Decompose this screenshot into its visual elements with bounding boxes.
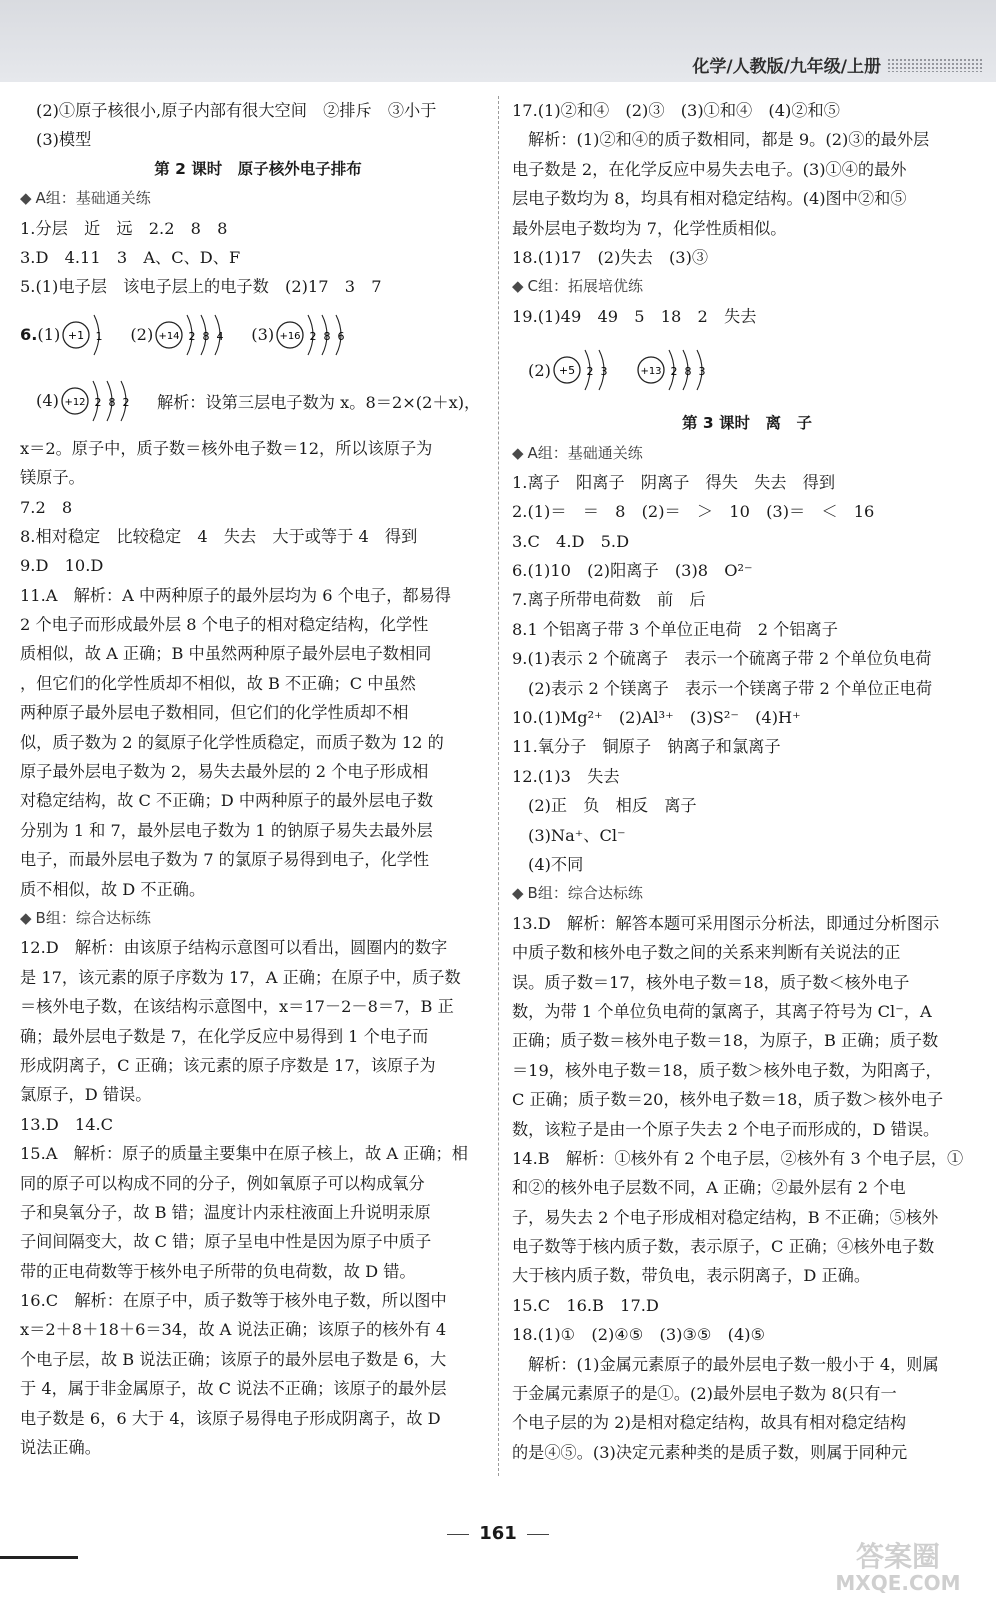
text-line: 电子数是 6，6 大于 4，该原子易得电子形成阴离子，故 D	[20, 1408, 441, 1428]
text-line: 解析：(1)金属元素原子的最外层电子数一般小于 4，则属	[528, 1354, 939, 1374]
group-heading: ◆ A组：基础通关练	[20, 189, 151, 208]
text-line: 最外层电子数均为 7，化学性质相似。	[512, 218, 787, 238]
diamond-icon: ◆	[512, 884, 524, 903]
text-line: 质相似，故 A 正确；B 中虽然两种原子最外层电子数相同	[20, 644, 432, 664]
text-line: 解析：(1)②和④的质子数相同，都是 9。(2)③的最外层	[528, 130, 930, 150]
text-line: 18.(1)① (2)④⑤ (3)③⑤ (4)⑤	[512, 1325, 766, 1345]
text-line: (3)Na⁺、Cl⁻	[528, 825, 626, 845]
text-line: C 正确；质子数＝20，核外电子数＝18，质子数＞核外电子	[512, 1090, 944, 1110]
text-line: x＝2＋8＋18＋6＝34，故 A 说法正确；该原子的核外有 4	[20, 1320, 447, 1340]
text-line: (2)正 负 相反 离子	[528, 796, 697, 816]
atom-structure-diagram	[60, 307, 122, 363]
footer-bar	[0, 1556, 78, 1559]
lesson-title: 第 3 课时 离 子	[681, 414, 813, 433]
text-line: 子和臭氧分子，故 B 错；温度计内汞柱液面上升说明汞原	[20, 1202, 431, 1222]
nucleus-charge: +1	[68, 328, 85, 342]
text-line: 11.A 解析：A 中两种原子的最外层均为 6 个电子，都易得	[20, 585, 451, 605]
atom-structure-diagram	[153, 307, 243, 363]
text-line: 17.(1)②和④ (2)③ (3)①和④ (4)②和⑤	[512, 101, 840, 120]
text-line: 误。质子数＝17，核外电子数＝18，质子数＜核外电子	[512, 972, 910, 992]
group-heading: ◆ B组：综合达标练	[512, 884, 643, 903]
text-line: 对稳定结构，故 C 不正确；D 中两种原子的最外层电子数	[20, 791, 434, 811]
text-line: 8.相对稳定 比较稳定 4 失去 大于或等于 4 得到	[20, 526, 418, 546]
text-line: ，但它们的化学性质却不相似，故 B 不正确；C 中虽然	[20, 673, 416, 693]
nucleus-charge: +14	[158, 330, 180, 342]
text-line: 15.A 解析：原子的质量主要集中在原子核上，故 A 正确；相	[20, 1144, 468, 1164]
text-line: (4)不同	[528, 854, 584, 874]
text-line: 9.D 10.D	[20, 556, 104, 576]
text-line: 2.(1)＝ ＝ 8 (2)＝ ＞ 10 (3)＝ ＜ 16	[512, 502, 875, 522]
shell-electron-count: 2	[94, 395, 102, 409]
text-line: 确；最外层电子数是 7，在化学反应中易得到 1 个电子而	[20, 1026, 429, 1046]
shell-electron-count: 4	[216, 329, 224, 343]
text-line: 电子数是 2，在化学反应中易失去电子。(3)①④的最外	[512, 159, 907, 179]
text-line: 子间间隔变大，故 C 错；原子呈电中性是因为原子中质子	[20, 1232, 432, 1252]
right-column	[512, 96, 982, 1467]
text-line: 两种原子最外层电子数相同，但它们的化学性质却不相	[20, 703, 409, 723]
text-line: 11.氧分子 铜原子 钠离子和氯离子	[512, 737, 781, 757]
text-line: 数，为带 1 个单位负电荷的氯离子，其离子符号为 Cl⁻，A	[512, 1001, 932, 1021]
atom-diagram-row	[512, 331, 982, 409]
text-line: ＝19，核外电子数＝18，质子数＞核外电子数，为阳离子，	[512, 1060, 942, 1080]
nucleus-charge: +16	[279, 330, 301, 342]
atom-item	[37, 307, 122, 363]
shell-electron-count: 2	[586, 365, 594, 379]
text-line: 中质子数和核外电子数之间的关系来判断有关说法的正	[512, 943, 901, 963]
text-line: 于金属元素原子的是①。(2)最外层电子数为 8(只有一	[512, 1384, 897, 1404]
nucleus-charge: +12	[64, 396, 86, 408]
book-title: 化学/人教版/九年级/上册	[692, 57, 881, 77]
diamond-icon: ◆	[512, 277, 524, 296]
atom-item	[551, 342, 627, 398]
svg-text:答案圈: 答案圈	[855, 1540, 941, 1573]
atom-item	[635, 342, 725, 398]
nucleus-charge: +5	[558, 364, 576, 378]
atom-structure-diagram	[274, 307, 364, 363]
subquestion-label: (2)	[528, 360, 551, 380]
atom-diagram-row	[20, 302, 496, 368]
shell-electron-count: 2	[670, 365, 678, 379]
text-line: 数，该粒子是由一个原子失去 2 个电子而形成的，D 错误。	[512, 1119, 940, 1139]
text-line: (3)模型	[36, 130, 92, 150]
text-line: 正确；质子数＝核外电子数＝18，为原子，B 正确；质子数	[512, 1031, 939, 1051]
text-line: 18.(1)17 (2)失去 (3)③	[512, 247, 709, 267]
subquestion-label: (4)	[36, 391, 59, 411]
atom-structure-diagram	[59, 373, 149, 429]
text-line: 3.C 4.D 5.D	[512, 531, 630, 551]
text-line: 氯原子，D 错误。	[20, 1085, 152, 1105]
text-line: 层电子数均为 8，均具有相对稳定结构。(4)图中②和⑤	[512, 189, 907, 209]
question-number: 6.	[20, 325, 38, 345]
text-line: 大于核内质子数，带负电，表示阴离子，D 正确。	[512, 1266, 871, 1286]
text-line: 质不相似，故 D 不正确。	[20, 879, 206, 899]
atom-item	[251, 307, 364, 363]
text-line: 3.D 4.11 3 A、C、D、F	[20, 247, 241, 267]
shell-electron-count: 8	[323, 329, 331, 343]
text-line: 2 个电子而形成最外层 8 个电子的相对稳定结构，化学性	[20, 615, 429, 635]
shell-electron-count: 3	[600, 365, 608, 379]
text-line: 同的原子可以构成不同的分子，例如氧原子可以构成氧分	[20, 1173, 425, 1193]
shell-electron-count: 2	[309, 329, 317, 343]
text-line: 12.(1)3 失去	[512, 766, 620, 786]
text-line: 个电子层的为 2)是相对稳定结构，故具有相对稳定结构	[512, 1413, 907, 1433]
text-line: 于 4，属于非金属原子，故 C 说法不正确；该原子的最外层	[20, 1379, 447, 1399]
atom-item	[130, 307, 243, 363]
svg-text:MXQE.COM: MXQE.COM	[835, 1571, 961, 1595]
text-line: 15.C 16.B 17.D	[512, 1295, 659, 1315]
text-line: 子，易失去 2 个电子形成相对稳定结构，B 不正确；⑤核外	[512, 1207, 939, 1227]
text-line: 7.离子所带电荷数 前 后	[512, 590, 706, 610]
shell-electron-count: 2	[122, 395, 130, 409]
text-line: (2)表示 2 个镁离子 表示一个镁离子带 2 个单位正电荷	[528, 678, 933, 698]
text-line: 5.(1)电子层 该电子层上的电子数 (2)17 3 7	[20, 277, 382, 297]
subquestion-label: (3)	[251, 325, 275, 345]
explanation-text: 解析：设第三层电子数为 x。8＝2×(2＋x)，	[156, 392, 481, 412]
shell-electron-count: 8	[108, 395, 116, 409]
subquestion-label: (2)	[130, 325, 154, 345]
diamond-icon: ◆	[20, 908, 32, 927]
text-line: 镁原子。	[20, 468, 85, 488]
text-line: 19.(1)49 49 5 18 2 失去	[512, 306, 757, 326]
diamond-icon: ◆	[512, 443, 524, 462]
subquestion-label: (1)	[37, 325, 61, 345]
text-line: x＝2。原子中，质子数＝核外电子数＝12，所以该原子为	[20, 438, 433, 458]
text-line: 16.C 解析：在原子中，质子数等于核外电子数，所以图中	[20, 1291, 447, 1311]
diamond-icon: ◆	[20, 189, 32, 208]
shell-electron-count: 3	[698, 365, 706, 379]
header-dot-pattern	[887, 58, 982, 72]
shell-electron-count: 6	[337, 329, 345, 343]
text-line: 8.1 个铝离子带 3 个单位正电荷 2 个铝离子	[512, 619, 838, 639]
text-line: 12.D 解析：由该原子结构示意图可以看出，圆圈内的数字	[20, 938, 448, 958]
group-heading: ◆ A组：基础通关练	[512, 443, 643, 462]
text-line: 6.(1)10 (2)阳离子 (3)8 O²⁻	[512, 561, 753, 581]
text-line: 13.D 14.C	[20, 1114, 114, 1134]
text-line: 说法正确。	[20, 1438, 101, 1458]
text-line: 带的正电荷数等于核外电子所带的负电荷数，故 D 错。	[20, 1261, 416, 1281]
text-line: 1.离子 阳离子 阴离子 得失 失去 得到	[512, 472, 836, 492]
watermark-logo	[808, 1536, 988, 1596]
text-line: 14.B 解析：①核外有 2 个电子层，②核外有 3 个电子层，①	[512, 1148, 964, 1168]
shell-electron-count: 8	[684, 365, 692, 379]
atom-structure-diagram	[551, 342, 627, 398]
text-line: 电子数等于核内质子数，表示原子，C 正确；④核外电子数	[512, 1237, 935, 1257]
page-number: 161	[0, 1523, 996, 1544]
atom-structure-diagram	[635, 342, 725, 398]
column-divider	[498, 96, 499, 1476]
text-line: 的是④⑤。(3)决定元素种类的是质子数，则属于同种元	[512, 1442, 908, 1462]
text-line: 电子，而最外层电子数为 7 的氯原子易得到电子，化学性	[20, 850, 430, 870]
text-line: 7.2 8	[20, 497, 73, 517]
text-line: 个电子层，故 B 说法正确；该原子的最外层电子数是 6，大	[20, 1349, 447, 1369]
shell-electron-count: 2	[188, 329, 196, 343]
shell-electron-count: 1	[95, 329, 103, 343]
atom-item	[36, 373, 149, 429]
atom-diagram-row	[20, 368, 496, 434]
text-line: 1.分层 近 远 2.2 8 8	[20, 218, 228, 238]
text-line: ＝核外电子数，在该结构示意图中，x＝17－2－8＝7，B 正	[20, 997, 454, 1017]
left-column	[20, 96, 496, 1462]
lesson-title: 第 2 课时 原子核外电子排布	[154, 159, 362, 178]
text-line: 13.D 解析：解答本题可采用图示分析法，即通过分析图示	[512, 913, 940, 933]
text-line: 分别为 1 和 7，最外层电子数为 1 的钠原子易失去最外层	[20, 820, 433, 840]
group-heading: ◆ B组：综合达标练	[20, 908, 151, 927]
group-heading: ◆ C组：拓展培优练	[512, 277, 644, 296]
text-line: 原子最外层电子数为 2，易失去最外层的 2 个电子形成相	[20, 762, 429, 782]
text-line: 9.(1)表示 2 个硫离子 表示一个硫离子带 2 个单位负电荷	[512, 649, 932, 669]
text-line: 是 17，该元素的原子序数为 17，A 正确；在原子中，质子数	[20, 967, 461, 987]
text-line: 似，质子数为 2 的氦原子化学性质稳定，而质子数为 12 的	[20, 732, 444, 752]
text-line: 和②的核外电子层数不同，A 正确；②最外层有 2 个电	[512, 1178, 906, 1198]
text-line: (2)①原子核很小,原子内部有很大空间 ②排斥 ③小于	[36, 101, 437, 120]
shell-electron-count: 8	[202, 329, 210, 343]
nucleus-charge: +13	[640, 366, 662, 378]
text-line: 形成阴离子，C 正确；该元素的原子序数是 17，该原子为	[20, 1055, 436, 1075]
text-line: 10.(1)Mg²⁺ (2)Al³⁺ (3)S²⁻ (4)H⁺	[512, 708, 801, 728]
